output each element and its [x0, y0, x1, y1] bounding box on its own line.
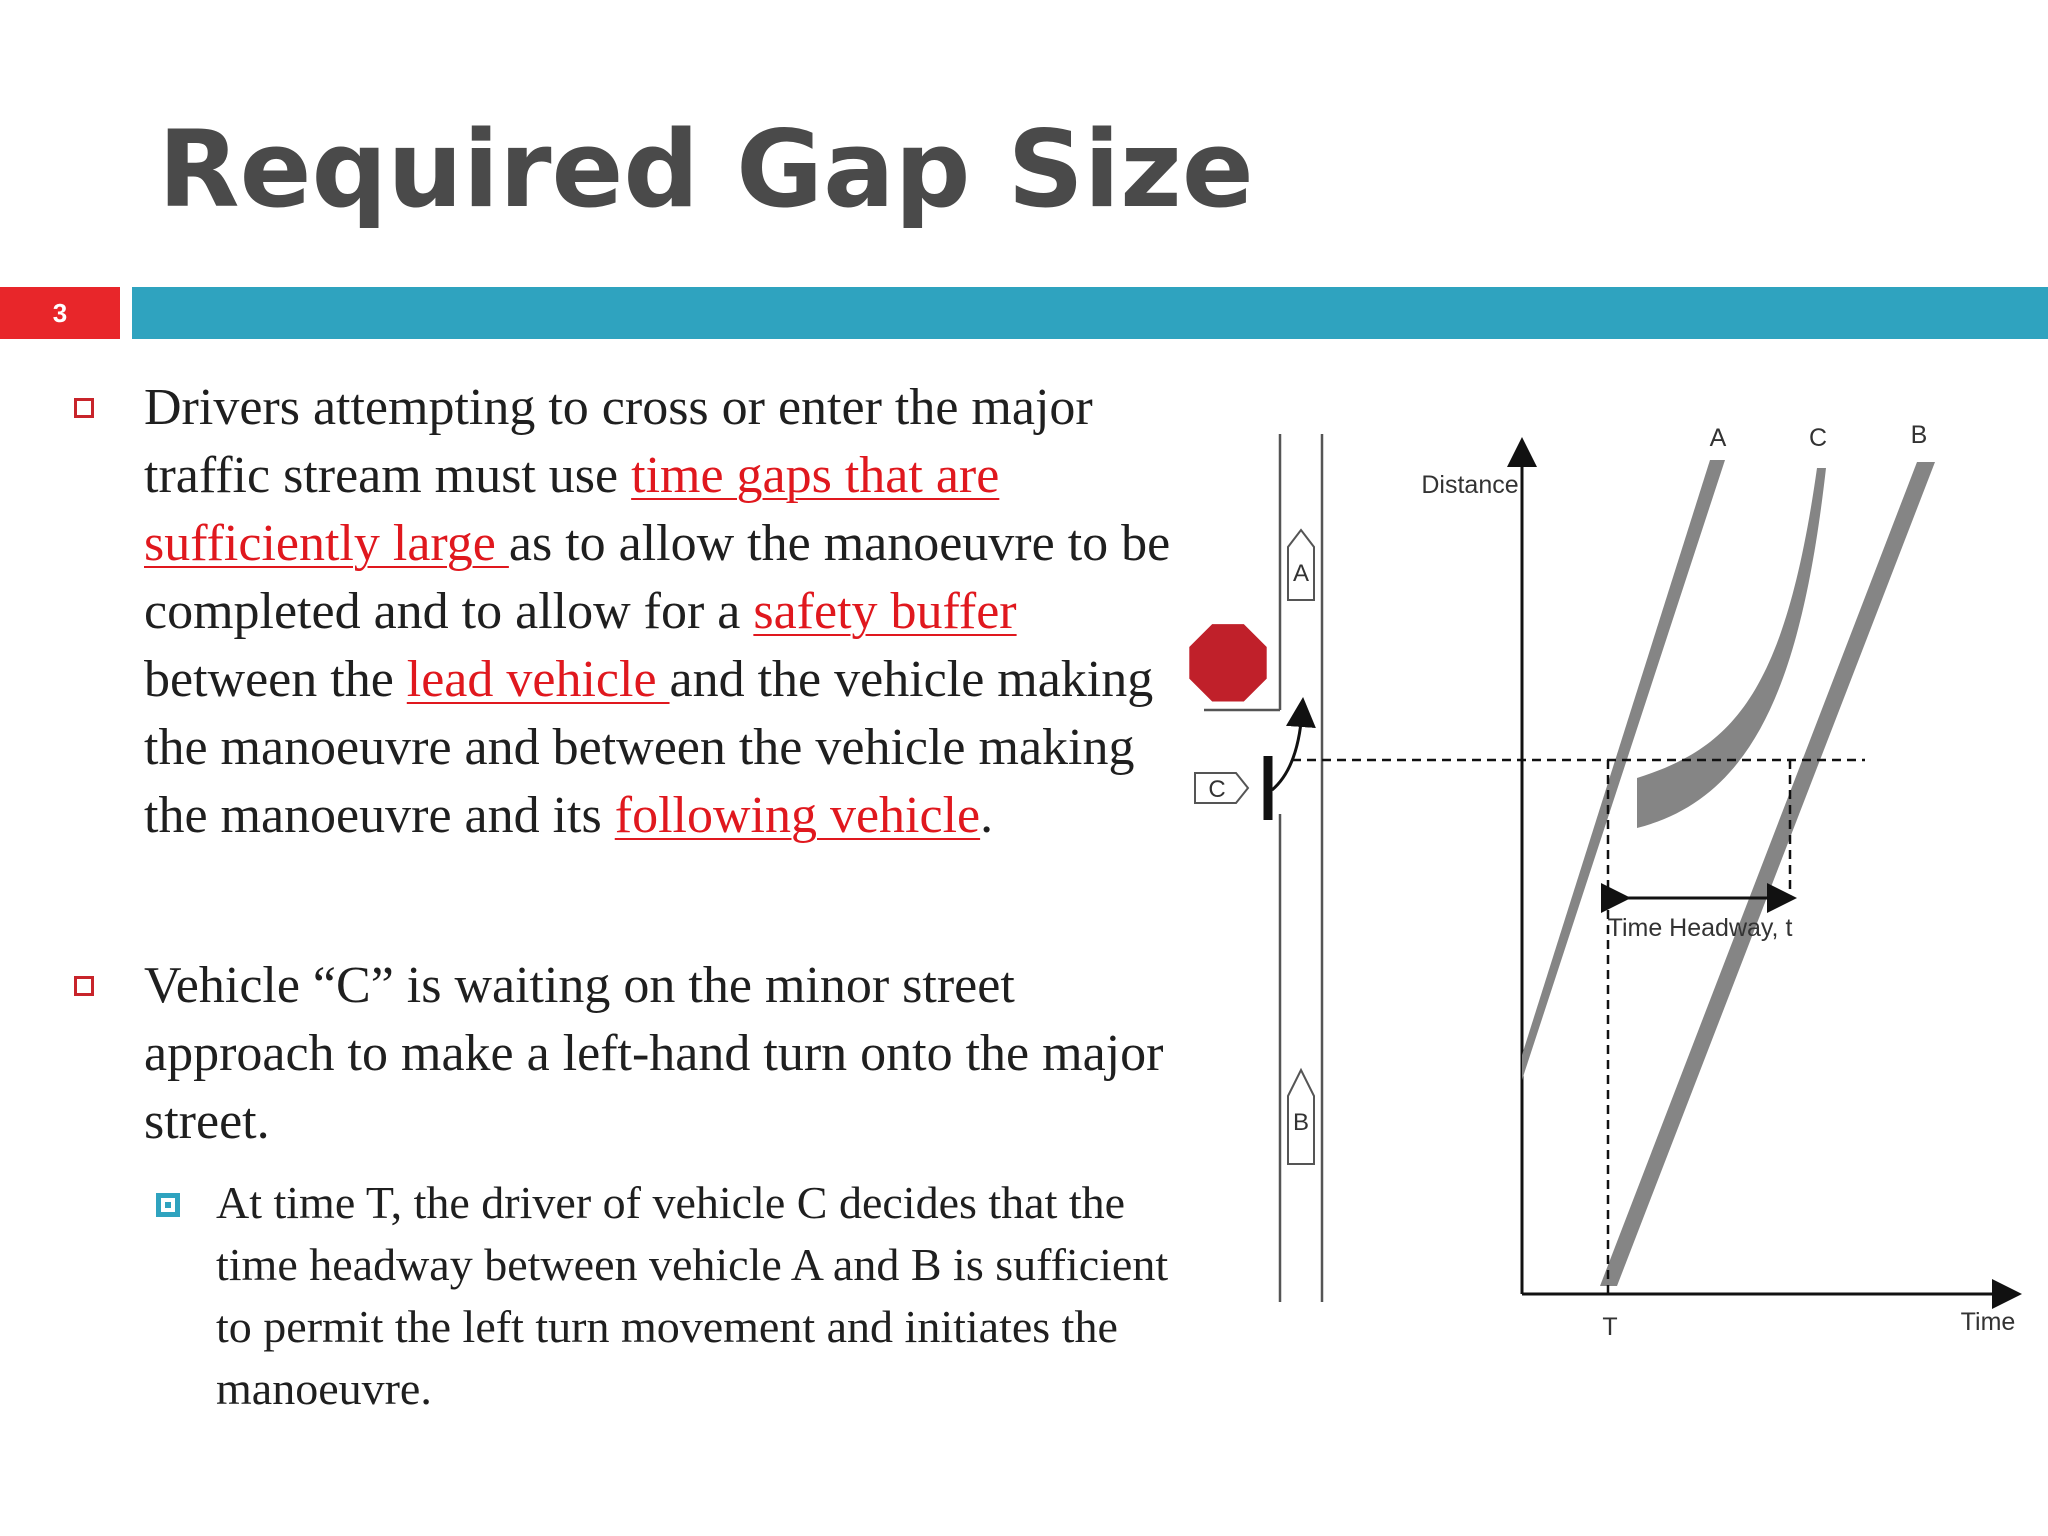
sub-bullet-text: At time T, the driver of vehicle C decides that the time headway between vehicle A and B is sufficient to permit the left turn movement and initiates the manoeuvre.: [216, 1177, 1169, 1414]
bullet-1-text-3: between the: [144, 651, 407, 708]
vehicle-a: [1288, 530, 1314, 600]
bullet-1-text-5: .: [980, 787, 994, 844]
stop-sign-label: STOP: [1218, 830, 1249, 906]
sub-bullet-square-icon: [156, 1193, 180, 1217]
curve-a-label: A: [1709, 424, 1727, 452]
bullet-square-icon: [74, 398, 94, 418]
band-b: [1600, 462, 1935, 1286]
bullet-1-text-4: and the vehicle making the manoeuvre and between the vehicle making the manoeuvre and its: [144, 651, 1154, 844]
x-axis-label: Time: [1960, 1308, 2016, 1336]
headway-label: Time Headway, t: [1607, 914, 1793, 942]
vehicle-b-label: B: [1292, 1109, 1310, 1136]
bullet-1: [144, 374, 1174, 850]
highlight-time-gaps: time gaps that are sufficiently large: [144, 447, 1000, 572]
bullet-2: [144, 952, 1174, 1156]
slide-number: 3: [0, 287, 120, 339]
slide-title: Required Gap Size: [158, 108, 1254, 231]
t-label: T: [1602, 1313, 1618, 1341]
vehicle-c-label: C: [1208, 776, 1226, 803]
curve-c-label: C: [1808, 424, 1828, 452]
bullet-square-icon: [74, 976, 94, 996]
turn-arrow: [1272, 712, 1302, 790]
bullet-1-text-2: as to allow the manoeuvre to be completed and to allow for a: [144, 515, 1171, 640]
stop-sign: [1188, 623, 1267, 906]
bullet-2-text: Vehicle “C” is waiting on the minor street approach to make a left-hand turn onto the major street.: [144, 957, 1164, 1150]
curve-b-label: B: [1910, 421, 1928, 449]
vehicle-c: [1195, 773, 1248, 803]
bullet-1-text-1: Drivers attempting to cross or enter the major traffic stream must use: [144, 379, 1093, 504]
gap-diagram: [1180, 410, 2040, 1370]
highlight-following-vehicle: following vehicle: [614, 787, 981, 844]
vehicle-a-label: A: [1292, 560, 1310, 587]
header-bar: [132, 287, 2048, 339]
sub-bullet: [216, 1172, 1176, 1420]
highlight-lead-vehicle: lead vehicle: [406, 651, 670, 708]
highlight-safety-buffer: safety buffer: [753, 583, 1017, 640]
vehicle-b: [1288, 1070, 1314, 1164]
y-axis-label: Distance: [1421, 471, 1519, 499]
